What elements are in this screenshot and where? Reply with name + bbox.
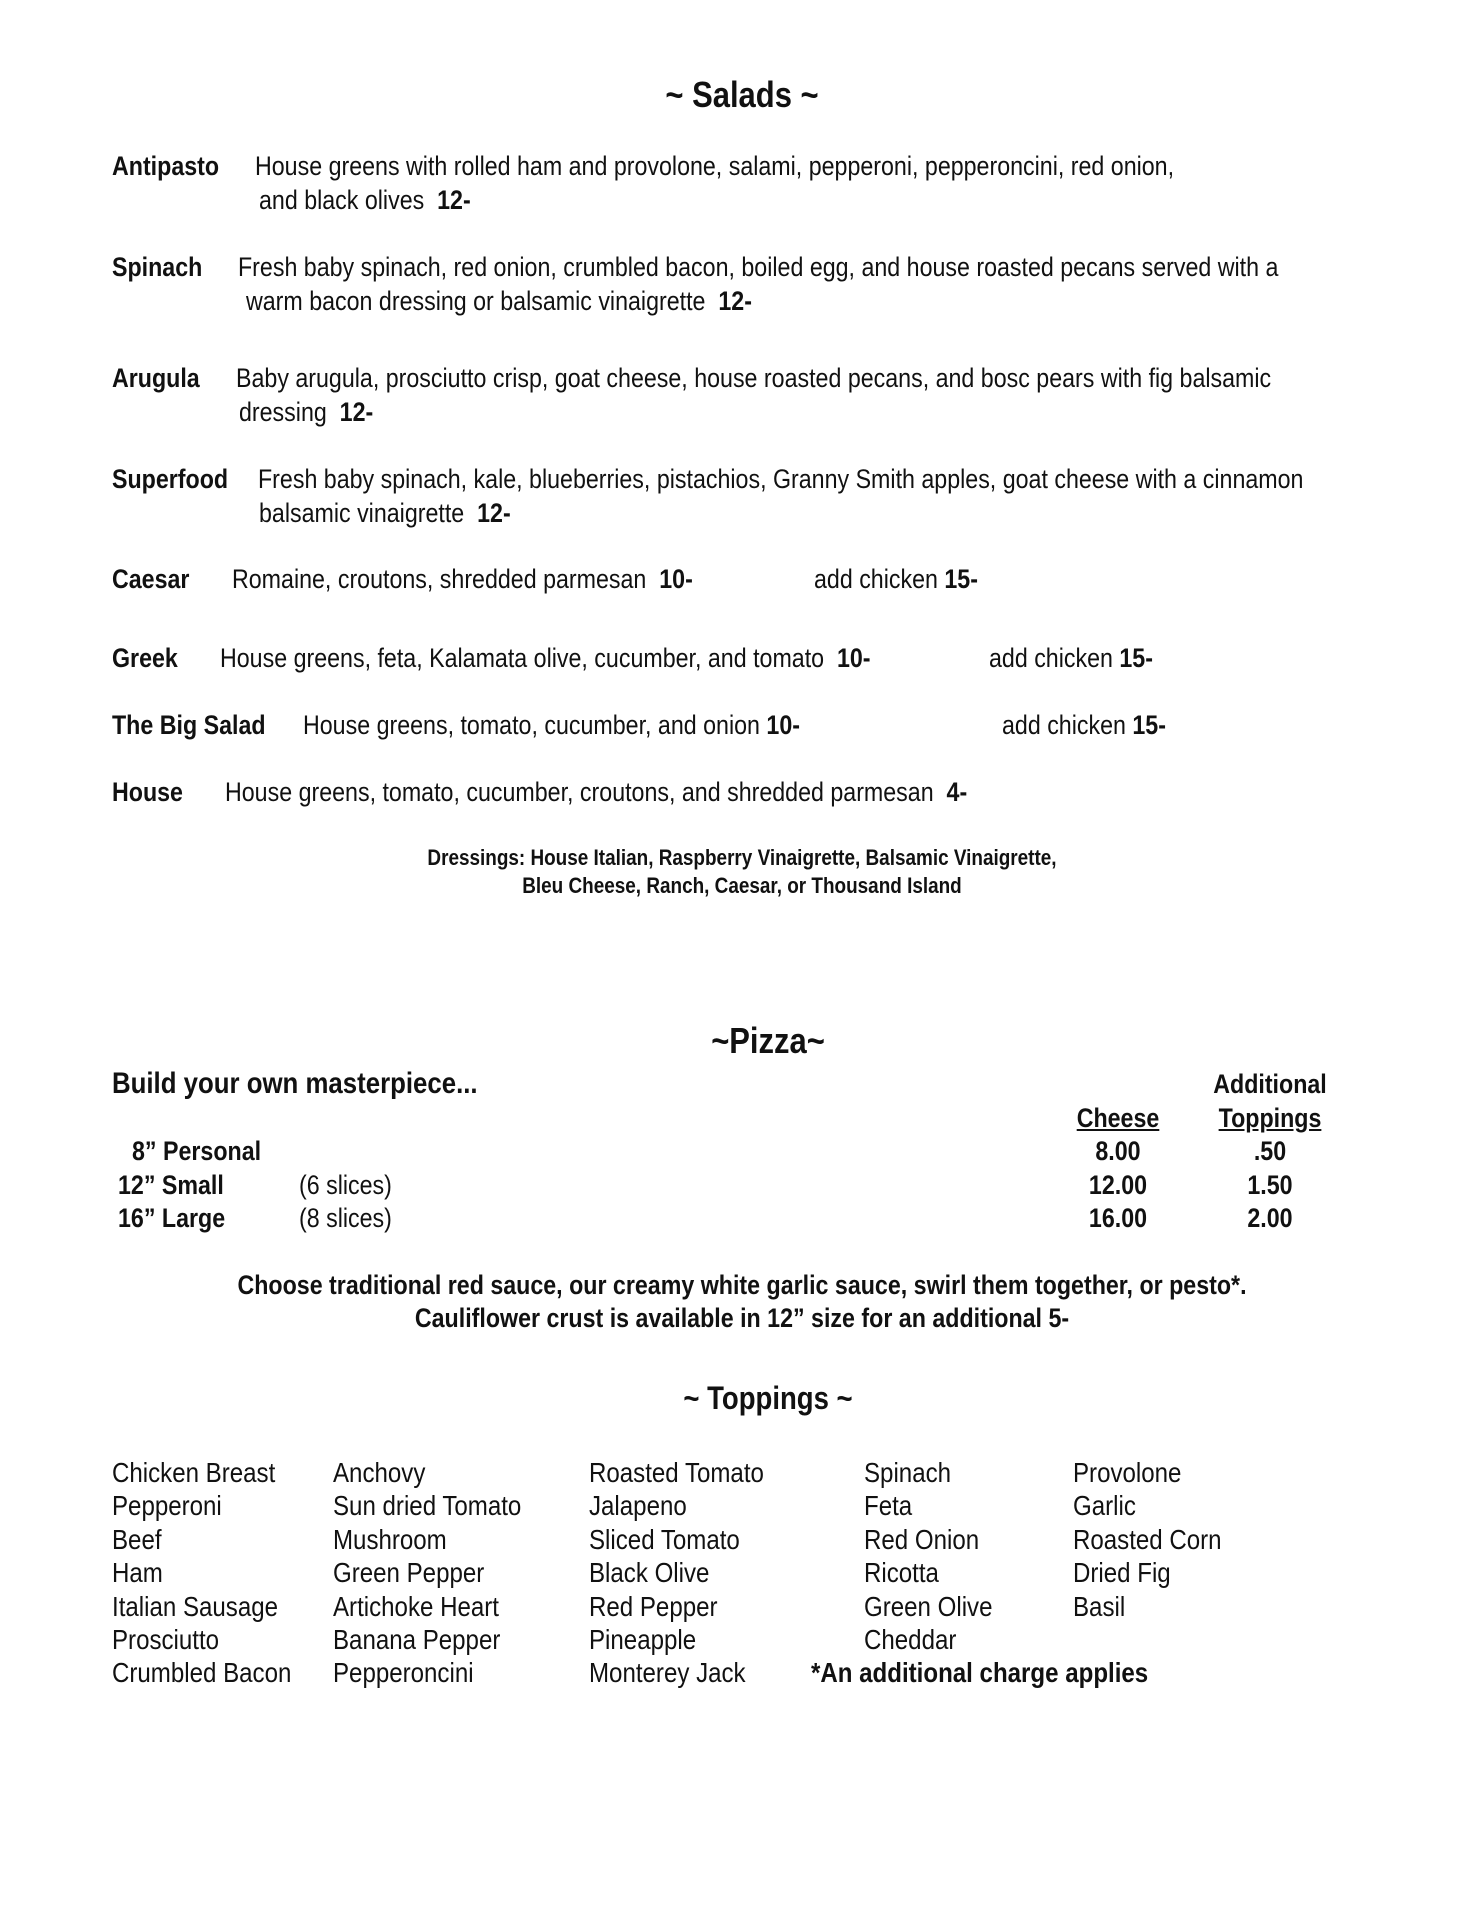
salad-price: 10- [836, 643, 871, 673]
salad-desc2-spinach [246, 285, 752, 318]
col-header-toppings: Toppings [1218, 1103, 1322, 1133]
salad-name-antipasto: Antipasto [112, 151, 220, 181]
topping-item: Pineapple [589, 1624, 697, 1656]
salad-desc-greek [220, 642, 871, 675]
toppings-column-3 [589, 1456, 764, 1690]
pizza-heading: ~Pizza~ [711, 1020, 825, 1061]
salad-name-spinach: Spinach [112, 252, 203, 282]
topping-item: Pepperoni [112, 1490, 222, 1522]
pizza-cheese-small: 12.00 [1088, 1170, 1148, 1200]
salad-desc2-arugula [239, 396, 373, 429]
topping-item: Prosciutto [112, 1624, 220, 1656]
topping-item: Black Olive [589, 1557, 710, 1589]
addon-price: 15- [944, 564, 978, 594]
pizza-topping-large: 2.00 [1247, 1203, 1293, 1233]
addon-price: 15- [1119, 643, 1153, 673]
salad-price: 12- [718, 286, 752, 316]
topping-item: Pepperoncini [333, 1657, 474, 1689]
salad-desc-line2: and black olives [259, 185, 425, 215]
topping-item: Artichoke Heart [333, 1590, 499, 1622]
pizza-cheese-personal: 8.00 [1095, 1136, 1141, 1166]
topping-item: Roasted Tomato [589, 1457, 764, 1488]
topping-item: Banana Pepper [333, 1624, 501, 1656]
pizza-size-large: 16” Large [118, 1203, 226, 1233]
salad-name-house: House [112, 777, 183, 807]
topping-item: Sliced Tomato [589, 1523, 740, 1555]
topping-item: Basil [1073, 1590, 1126, 1622]
addon-label: add chicken [989, 643, 1113, 673]
topping-item: Monterey Jack [589, 1657, 746, 1689]
pizza-slices-large: (8 slices) [299, 1203, 392, 1233]
salad-desc-antipasto: House greens with rolled ham and provolone, salami, pepperoni, pepperoncini, red onion, [255, 151, 1175, 181]
salad-desc-superfood: Fresh baby spinach, kale, blueberries, pistachios, Granny Smith apples, goat cheese with a cinnamon [258, 464, 1304, 494]
salad-name-arugula: Arugula [112, 363, 200, 393]
salad-desc-line2: balsamic vinaigrette [259, 498, 465, 528]
salad-addon-greek [989, 642, 1153, 675]
salad-name-superfood: Superfood [112, 464, 229, 494]
topping-item: Italian Sausage [112, 1590, 279, 1622]
dressings-line-2: Bleu Cheese, Ranch, Caesar, or Thousand Island [522, 873, 962, 898]
topping-item: Cheddar [864, 1624, 957, 1656]
topping-item: Beef [112, 1523, 162, 1555]
pizza-cheese-large: 16.00 [1088, 1203, 1148, 1233]
salad-price: 10- [766, 710, 800, 740]
toppings-column-5 [1073, 1456, 1222, 1623]
pizza-slices-small: (6 slices) [299, 1170, 392, 1200]
topping-item: Green Olive [864, 1590, 993, 1622]
salad-desc-spinach: Fresh baby spinach, red onion, crumbled bacon, boiled egg, and house roasted pecans served with a [238, 252, 1279, 282]
salad-name-greek: Greek [112, 643, 178, 673]
topping-item: Mushroom [333, 1523, 447, 1555]
col-header-additional: Additional [1213, 1069, 1327, 1099]
salad-desc: House greens, feta, Kalamata olive, cucumber, and tomato [220, 643, 825, 673]
salad-desc: House greens, tomato, cucumber, croutons, and shredded parmesan [225, 777, 934, 807]
topping-item: Green Pepper [333, 1557, 485, 1589]
topping-item: Roasted Corn [1073, 1523, 1222, 1555]
salad-name-caesar: Caesar [112, 564, 190, 594]
salad-name-big-salad: The Big Salad [112, 710, 266, 740]
col-header-cheese: Cheese [1076, 1103, 1160, 1133]
toppings-footnote: *An additional charge applies [811, 1657, 1149, 1688]
addon-price: 15- [1132, 710, 1166, 740]
salad-desc-big-salad [303, 709, 800, 742]
salad-desc-arugula: Baby arugula, prosciutto crisp, goat cheese, house roasted pecans, and bosc pears with fig balsamic [236, 363, 1272, 393]
salad-addon-caesar [814, 563, 978, 596]
pizza-subheading: Build your own masterpiece... [112, 1067, 478, 1100]
sauce-note: Choose traditional red sauce, our creamy white garlic sauce, swirl them together, or pesto*. [237, 1270, 1247, 1300]
topping-item: Sun dried Tomato [333, 1490, 522, 1522]
topping-item: Red Onion [864, 1523, 980, 1555]
salads-heading: ~ Salads ~ [665, 74, 819, 115]
toppings-column-1 [112, 1456, 291, 1690]
addon-label: add chicken [1002, 710, 1126, 740]
topping-item: Jalapeno [589, 1490, 687, 1522]
salad-desc: Romaine, croutons, shredded parmesan [232, 564, 647, 594]
dressings-line-1: Dressings: House Italian, Raspberry Vinaigrette, Balsamic Vinaigrette, [427, 845, 1057, 870]
pizza-size-small: 12” Small [118, 1170, 224, 1200]
pizza-topping-personal: .50 [1253, 1136, 1287, 1166]
topping-item: Provolone [1073, 1457, 1182, 1488]
salad-desc2-superfood [259, 497, 511, 530]
pizza-topping-small: 1.50 [1247, 1170, 1293, 1200]
toppings-column-2 [333, 1456, 521, 1690]
salad-addon-big-salad [1002, 709, 1166, 742]
addon-label: add chicken [814, 564, 938, 594]
topping-item: Red Pepper [589, 1590, 718, 1622]
topping-item: Anchovy [333, 1457, 426, 1488]
salad-desc-line2: dressing [239, 397, 327, 427]
salad-desc-line2: warm bacon dressing or balsamic vinaigrette [246, 286, 706, 316]
salad-desc2-antipasto [259, 184, 471, 217]
salad-price: 12- [477, 498, 511, 528]
salad-price: 4- [946, 777, 968, 807]
pizza-size-personal: 8” Personal [132, 1136, 262, 1166]
topping-item: Feta [864, 1490, 913, 1522]
salad-desc-house [225, 776, 967, 809]
topping-item: Ricotta [864, 1557, 939, 1589]
salad-price: 10- [659, 564, 693, 594]
crust-note: Cauliflower crust is available in 12” size for an additional 5- [414, 1303, 1070, 1333]
toppings-column-4 [864, 1456, 992, 1656]
topping-item: Dried Fig [1073, 1557, 1171, 1589]
salad-price: 12- [437, 185, 471, 215]
topping-item: Crumbled Bacon [112, 1657, 292, 1689]
topping-item: Ham [112, 1557, 163, 1589]
salad-price: 12- [339, 397, 374, 427]
salad-desc: House greens, tomato, cucumber, and onion [303, 710, 760, 740]
topping-item: Garlic [1073, 1490, 1136, 1522]
toppings-heading: ~ Toppings ~ [683, 1380, 853, 1416]
topping-item: Chicken Breast [112, 1457, 276, 1488]
topping-item: Spinach [864, 1457, 952, 1488]
salad-desc-caesar [232, 563, 693, 596]
